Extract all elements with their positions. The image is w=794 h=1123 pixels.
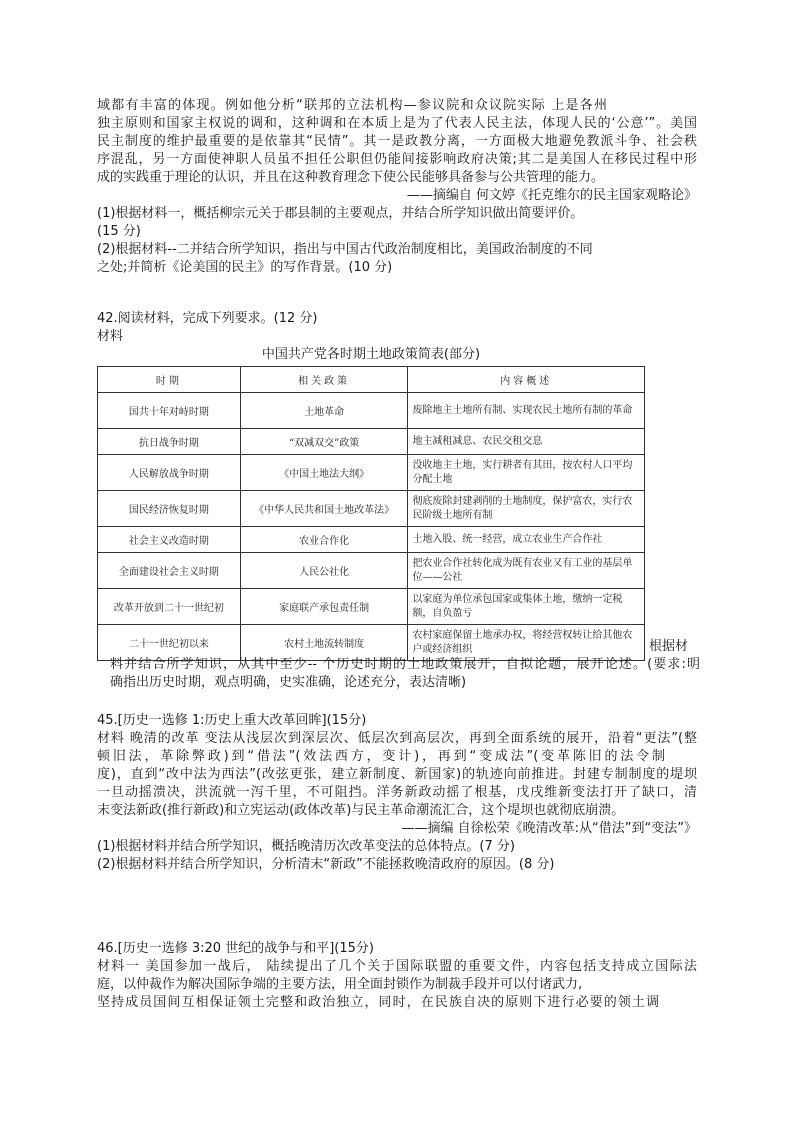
q45-question-1: (1)根据材料并结合所学知识，概括晚清历次改革变法的总体特点。(7 分)	[97, 839, 515, 854]
table-row	[98, 429, 645, 455]
q45-line: 末变法新政(推行新政)和立宪运动(政体改革)与民主革命潮流汇合，这个堤坝也就彻底崩溃。	[97, 803, 625, 818]
table-cell-period: 二十一世纪初以来	[98, 625, 241, 661]
table-header: 内容概述	[408, 367, 645, 393]
table-cell-content: 没收地主土地，实行耕者有其田，按农村人口平均分配土地	[408, 455, 645, 491]
q46-heading: 46.[历史一选修 3:20 世纪的战争与和平](15分)	[97, 941, 374, 956]
table-header: 相关政策	[240, 367, 408, 393]
table-cell-policy: 土地革命	[240, 393, 408, 429]
table-cell-policy: 《中国土地法大纲》	[240, 455, 408, 491]
q46-line: 材料一 美国参加一战后， 陆续提出了几个关于国际联盟的重要文件，内容包括支持成立国际法	[97, 959, 697, 974]
q41-line: 民主制度的维护最重要的是依靠其“民情”。其一是政教分离，一方面极大地避免教派斗争、社会秩	[97, 134, 697, 149]
q41-line: 域都有丰富的体现。例如他分析“联邦的立法机构—参议院和众议院实际 上是各州	[97, 98, 607, 113]
table-cell-policy: 人民公社化	[240, 553, 408, 589]
q45-line: 一旦动摇溃决，洪流就一泻千里，不可阻挡。洋务新政动摇了根基，戊戌维新变法打开了缺口，清	[97, 785, 697, 800]
q41-question-1: (1)根据材料一，概括柳宗元关于郡县制的主要观点，并结合所学知识做出简要评价。	[97, 206, 584, 221]
q41-line: 独主原则和国家主权说的调和，这种调和在本质上是为了代表人民主法，体现人民的‘公意’”。美国	[97, 116, 697, 131]
q45-line: 顿旧法，革除弊政)到“借法”(效法西方，变计)，再到“变成法”(变革陈旧的法令制	[97, 749, 665, 764]
q41-question-2-cont: 之处;并简析《论美国的民主》的写作背景。(10 分)	[97, 260, 393, 275]
table-cell-period: 人民解放战争时期	[98, 455, 241, 491]
table-cell-content: 以家庭为单位承包国家或集体土地，缴纳一定税额，自负盈亏	[408, 589, 645, 625]
q42-material-label: 材料	[97, 329, 124, 344]
table-cell-period: 改革开放到二十一世纪初	[98, 589, 241, 625]
table-row	[98, 455, 645, 491]
table-cell-content: 把农业合作社转化成为既有农业又有工业的基层单位——公社	[408, 553, 645, 589]
table-cell-period: 社会主义改造时期	[98, 527, 241, 553]
table-cell-content: 彻底废除封建剥削的土地制度，保护富农，实行农民阶级土地所有制	[408, 491, 645, 527]
q42-table-title: 中国共产党各时期土地政策简表(部分)	[261, 347, 481, 362]
table-cell-period: 全面建设社会主义时期	[98, 553, 241, 589]
q41-line: 序混乱，另一方面使神职人员虽不担任公职但仍能间接影响政府决策;其二是美国人在移民过程中形	[97, 152, 697, 167]
table-cell-content: 土地入股、统一经营，成立农业生产合作社	[408, 527, 645, 553]
table-cell-content: 农村家庭保留土地承办权，将经营权转让给其他农户或经济组织	[408, 625, 645, 661]
land-policy-table	[97, 366, 645, 661]
table-cell-policy: 农业合作化	[240, 527, 408, 553]
table-row	[98, 553, 645, 589]
q46-line: 庭，以仲裁作为解决国际争端的主要方法，用全面封锁作为制裁手段并可以付诸武力,	[97, 977, 583, 992]
table-row	[98, 589, 645, 625]
q42-prompt-cont: 确指出历史时期，观点明确，史实准确，论述充分，表达清晰)	[110, 675, 467, 690]
q45-source: ——摘编 自徐松荣《晚清改革:从“借法”到“变法”》	[401, 821, 697, 836]
table-header-row	[98, 367, 645, 393]
q45-question-2: (2)根据材料并结合所学知识，分析清末“新政”不能拯救晚清政府的原因。(8 分)	[97, 857, 555, 872]
q45-line: 度)，直到“改中法为西法”(改弦更张，建立新制度、新国家)的轨迹向前推进。封建专制制度的堤坝	[97, 767, 697, 782]
q41-question-1-score: (15 分)	[97, 224, 141, 239]
table-header: 时期	[98, 367, 241, 393]
table-cell-policy: 《中华人民共和国土地改革法》	[240, 491, 408, 527]
q45-heading: 45.[历史一选修 1:历史上重大改革回眸](15分)	[97, 713, 367, 728]
table-cell-content: 地主减租减息、农民交租交息	[408, 429, 645, 455]
q42-heading: 42.阅读材料，完成下列要求。(12 分)	[97, 311, 318, 326]
q41-question-2: (2)根据材料--二并结合所学知识，指出与中国古代政治制度相比，美国政治制度的不同	[97, 242, 593, 257]
table-cell-policy: 家庭联产承包责任制	[240, 589, 408, 625]
q45-line: 材料 晚清的改革 变法从浅层次到深层次、低层次到高层次，再到全面系统的展开，沿着“更法”(整	[97, 731, 697, 746]
table-cell-policy: “双减双交”政策	[240, 429, 408, 455]
q41-source: ——摘编自 何文婷《托克维尔的民主国家观略论》	[406, 188, 697, 203]
table-row	[98, 393, 645, 429]
table-cell-period: 国民经济恢复时期	[98, 491, 241, 527]
table-cell-period: 抗日战争时期	[98, 429, 241, 455]
q42-prompt: 料并结合所学知识，从其中至少-- 个历史时期的土地政策展开，自拟论题，展开论述。(要求:明	[110, 657, 700, 672]
table-cell-period: 国共十年对峙时期	[98, 393, 241, 429]
q42-after-table: 根据材	[649, 639, 689, 654]
table-row	[98, 527, 645, 553]
table-row	[98, 491, 645, 527]
table-cell-policy: 农村土地流转制度	[240, 625, 408, 661]
table-cell-content: 废除地主土地所有制、实现农民土地所有制的革命	[408, 393, 645, 429]
q41-line: 成的实践重于理论的认识，并且在这种教育理念下使公民能够具备参与公共管理的能力。	[97, 170, 605, 185]
q46-line: 坚持成员国间互相保证领土完整和政治独立，同时，在民族自决的原则下进行必要的领土调	[97, 995, 659, 1010]
